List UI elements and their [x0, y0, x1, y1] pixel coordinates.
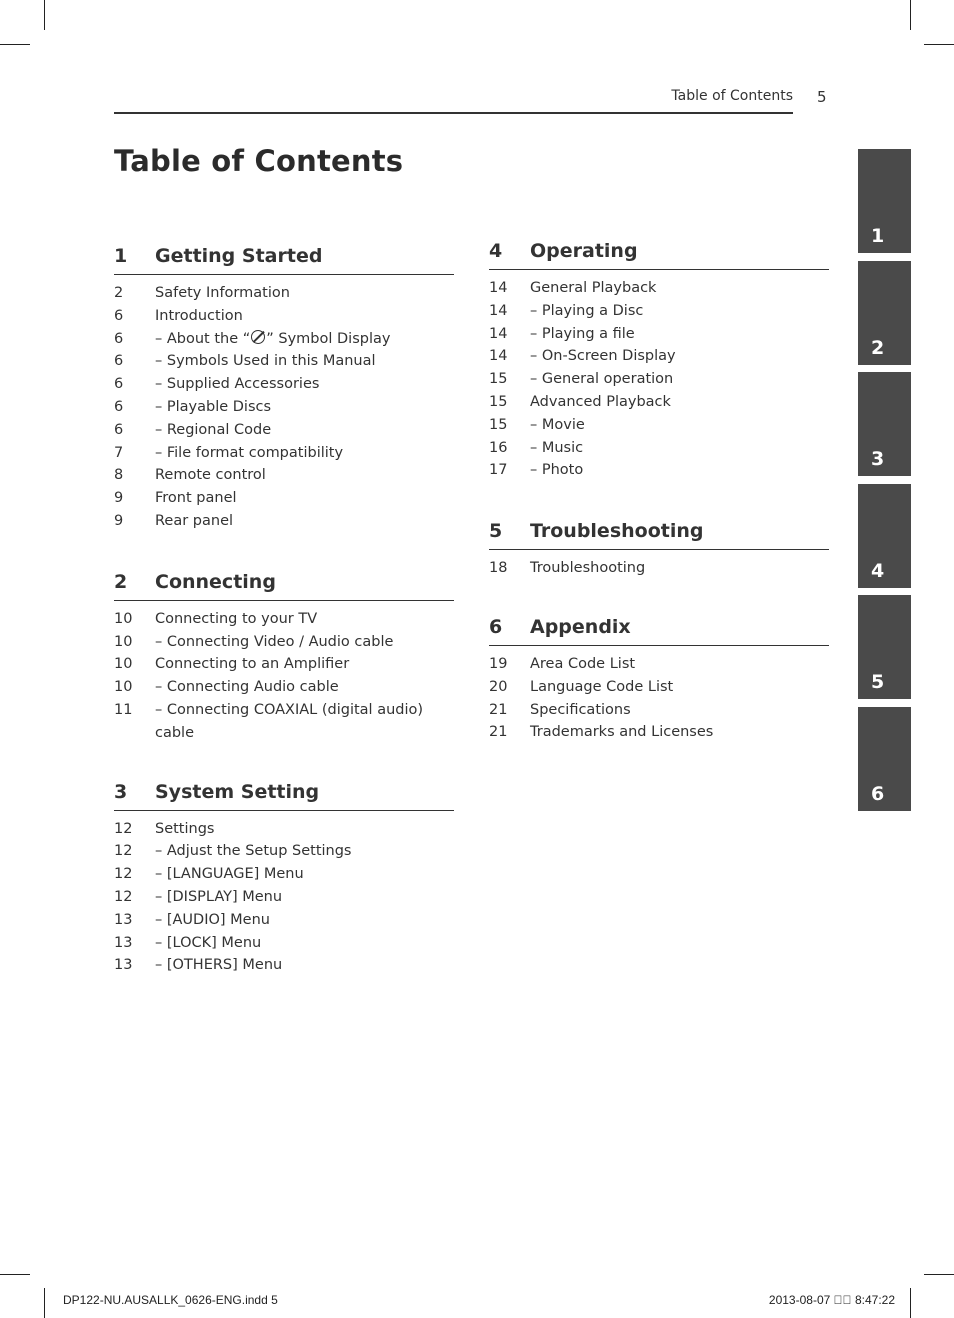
entry-title: – File format compatibility: [155, 444, 344, 461]
toc-entry[interactable]: [114, 676, 454, 699]
running-header-title: Table of Contents: [671, 88, 793, 104]
entry-page-number: 10: [114, 656, 133, 673]
section-number: 5: [489, 520, 503, 543]
entry-page-number: 7: [114, 444, 124, 461]
entry-title: – Connecting Video / Audio cable: [155, 633, 394, 650]
section-title: Getting Started: [155, 245, 323, 267]
entry-page-number: 10: [114, 679, 133, 696]
toc-section: [489, 516, 829, 580]
toc-entry[interactable]: [114, 350, 454, 373]
entry-title-part: ” Symbol Display: [266, 330, 391, 347]
entry-title: Front panel: [155, 490, 237, 507]
crop-mark: [0, 44, 30, 45]
entry-title: Safety Information: [155, 285, 290, 301]
chapter-tab-5[interactable]: [858, 595, 911, 699]
chapter-tab-4[interactable]: [858, 484, 911, 588]
entry-title: – Playing a file: [530, 325, 635, 342]
chapter-tab-label: 1: [871, 225, 885, 247]
toc-entry[interactable]: [489, 323, 829, 346]
page-title: Table of Contents: [114, 144, 404, 178]
entry-title: – Connecting Audio cable: [155, 679, 339, 696]
toc-right-column: [489, 236, 829, 776]
toc-entry[interactable]: [114, 699, 454, 745]
entry-title: Rear panel: [155, 512, 234, 529]
entry-title: – Supplied Accessories: [155, 376, 320, 393]
section-heading: [489, 516, 829, 550]
toc-entry-list: [114, 601, 454, 745]
entry-page-number: 15: [489, 416, 508, 433]
entry-title: Language Code List: [530, 678, 674, 695]
toc-section: [114, 567, 454, 745]
section-number: 2: [114, 570, 128, 593]
toc-section: [489, 612, 829, 744]
toc-section: [114, 777, 454, 978]
entry-page-number: 18: [489, 560, 508, 577]
entry-title: Advanced Playback: [530, 393, 671, 410]
chapter-tab-1[interactable]: [858, 149, 911, 253]
entry-title: – [LANGUAGE] Menu: [155, 866, 304, 883]
toc-entry[interactable]: [114, 305, 454, 328]
entry-title: – Symbols Used in this Manual: [155, 353, 376, 370]
toc-entry[interactable]: [114, 653, 454, 676]
entry-page-number: 21: [489, 701, 508, 718]
toc-entry[interactable]: [114, 442, 454, 465]
toc-entry[interactable]: [489, 459, 829, 482]
toc-entry[interactable]: [489, 676, 829, 699]
toc-entry-list: [114, 811, 454, 978]
entry-page-number: 6: [114, 398, 124, 415]
entry-page-number: 14: [489, 325, 508, 342]
entry-title: – Music: [530, 439, 584, 456]
entry-page-number: 14: [489, 280, 508, 296]
section-number: 3: [114, 780, 128, 803]
toc-entry-list: [489, 550, 829, 580]
section-title: Operating: [530, 240, 638, 262]
toc-entry[interactable]: [114, 487, 454, 510]
toc-entry[interactable]: [114, 373, 454, 396]
toc-entry-list: [114, 275, 454, 533]
entry-page-number: 12: [114, 866, 133, 883]
section-heading: [489, 612, 829, 646]
chapter-tab-6[interactable]: [858, 707, 911, 811]
entry-title: – Adjust the Setup Settings: [155, 843, 352, 860]
entry-page-number: 17: [489, 462, 508, 479]
entry-title: General Playback: [530, 280, 657, 296]
entry-page-number: 16: [489, 439, 508, 456]
crop-mark: [44, 1288, 45, 1318]
section-title: Connecting: [155, 570, 276, 593]
entry-title: – Regional Code: [155, 421, 272, 438]
chapter-tab-label: 4: [871, 559, 885, 582]
entry-page-number: 8: [114, 467, 124, 484]
prohibition-symbol-icon: [251, 330, 265, 344]
toc-entry[interactable]: [114, 886, 454, 909]
entry-page-number: 12: [114, 820, 133, 837]
entry-page-number: 10: [114, 610, 133, 627]
entry-title: – [LOCK] Menu: [155, 934, 262, 951]
chapter-tab-label: 3: [871, 448, 885, 470]
entry-page-number: 6: [114, 353, 124, 370]
toc-entry[interactable]: [114, 840, 454, 863]
section-heading: [489, 236, 829, 270]
entry-page-number: 20: [489, 678, 508, 695]
crop-mark: [44, 0, 45, 30]
entry-page-number: 15: [489, 393, 508, 410]
entry-title: – Movie: [530, 416, 585, 433]
entry-title: – [OTHERS] Menu: [155, 957, 283, 974]
entry-page-number: 6: [114, 421, 124, 438]
entry-page-number: 6: [114, 376, 124, 393]
toc-entry[interactable]: [114, 863, 454, 886]
section-heading: [114, 567, 454, 601]
entry-title: – [DISPLAY] Menu: [155, 888, 283, 905]
toc-entry[interactable]: [114, 818, 454, 841]
entry-page-number: 14: [489, 348, 508, 365]
entry-title: Trademarks and Licenses: [530, 724, 714, 741]
chapter-tab-label: 2: [871, 336, 885, 359]
entry-title: Connecting to your TV: [155, 610, 318, 627]
entry-title: Troubleshooting: [530, 560, 646, 577]
section-number: 1: [114, 245, 128, 267]
toc-entry[interactable]: [114, 932, 454, 955]
section-title: System Setting: [155, 780, 320, 803]
entry-title: Remote control: [155, 467, 266, 484]
toc-entry[interactable]: [489, 437, 829, 460]
entry-page-number: 21: [489, 724, 508, 741]
running-header: [114, 86, 793, 114]
toc-entry[interactable]: [114, 510, 454, 533]
section-number: 4: [489, 240, 503, 262]
footer-timestamp: 2013-08-07    8:47:22: [768, 1293, 895, 1307]
crop-mark: [924, 1274, 954, 1275]
entry-title: – [AUDIO] Menu: [155, 911, 270, 928]
entry-page-number: 12: [114, 843, 133, 860]
entry-title: [155, 328, 390, 351]
chapter-tab-label: 6: [871, 782, 885, 805]
entry-page-number: 15: [489, 371, 508, 388]
footer-file-info: DP122-NU.AUSALLK_0626-ENG.indd 5: [63, 1293, 278, 1307]
toc-entry[interactable]: [114, 909, 454, 932]
entry-title: Connecting to an Amplifier: [155, 656, 350, 673]
section-title: Appendix: [530, 615, 631, 638]
toc-entry[interactable]: [489, 721, 829, 744]
toc-entry[interactable]: [114, 954, 454, 977]
page-number: 5: [817, 88, 827, 106]
toc-entry[interactable]: [114, 608, 454, 631]
entry-page-number: 9: [114, 490, 124, 507]
entry-title: – On-Screen Display: [530, 348, 676, 365]
entry-title: – Playing a Disc: [530, 302, 644, 319]
entry-page-number: 9: [114, 512, 124, 529]
entry-page-number: 19: [489, 655, 508, 672]
toc-section: [489, 236, 829, 482]
toc-entry[interactable]: [114, 396, 454, 419]
entry-page-number: 2: [114, 285, 124, 301]
entry-title: Area Code List: [530, 655, 636, 672]
toc-entry[interactable]: [489, 699, 829, 722]
crop-mark: [910, 1288, 911, 1318]
entry-title: – Photo: [530, 462, 584, 479]
entry-title: Specifications: [530, 701, 631, 718]
entry-page-number: 12: [114, 888, 133, 905]
toc-entry[interactable]: [114, 328, 454, 351]
toc-entry[interactable]: [114, 464, 454, 487]
toc-entry-list: [489, 270, 829, 482]
section-title: Troubleshooting: [530, 520, 704, 543]
entry-title: – Connecting COAXIAL (digital audio) cable: [155, 701, 424, 741]
toc-entry[interactable]: [114, 631, 454, 654]
toc-entry[interactable]: [489, 653, 829, 676]
chapter-tab-2[interactable]: [858, 261, 911, 365]
entry-title: Settings: [155, 820, 215, 837]
entry-title-part: – About the “: [155, 330, 251, 347]
toc-entry[interactable]: [489, 557, 829, 580]
entry-page-number: 10: [114, 633, 133, 650]
toc-entry[interactable]: [114, 419, 454, 442]
entry-page-number: 14: [489, 302, 508, 319]
toc-entry[interactable]: [489, 414, 829, 437]
entry-page-number: 13: [114, 934, 133, 951]
crop-mark: [924, 44, 954, 45]
entry-page-number: 6: [114, 307, 124, 324]
section-number: 6: [489, 615, 503, 638]
toc-entry[interactable]: [489, 368, 829, 391]
toc-entry[interactable]: [489, 300, 829, 323]
toc-entry[interactable]: [489, 277, 829, 300]
toc-entry[interactable]: [114, 282, 454, 305]
section-heading: [114, 241, 454, 275]
chapter-tab-label: 5: [871, 671, 885, 693]
crop-mark: [910, 0, 911, 30]
toc-entry-list: [489, 646, 829, 744]
crop-mark: [0, 1274, 30, 1275]
entry-title: Introduction: [155, 307, 243, 324]
entry-page-number: 13: [114, 911, 133, 928]
toc-section: [114, 241, 454, 533]
entry-title: – General operation: [530, 371, 674, 388]
toc-left-column: [114, 241, 454, 1009]
toc-entry[interactable]: [489, 345, 829, 368]
section-heading: [114, 777, 454, 811]
entry-page-number: 6: [114, 330, 124, 347]
entry-title: – Playable Discs: [155, 398, 272, 415]
toc-entry[interactable]: [489, 391, 829, 414]
chapter-tab-3[interactable]: [858, 372, 911, 476]
entry-page-number: 13: [114, 957, 133, 974]
entry-page-number: 11: [114, 701, 133, 718]
